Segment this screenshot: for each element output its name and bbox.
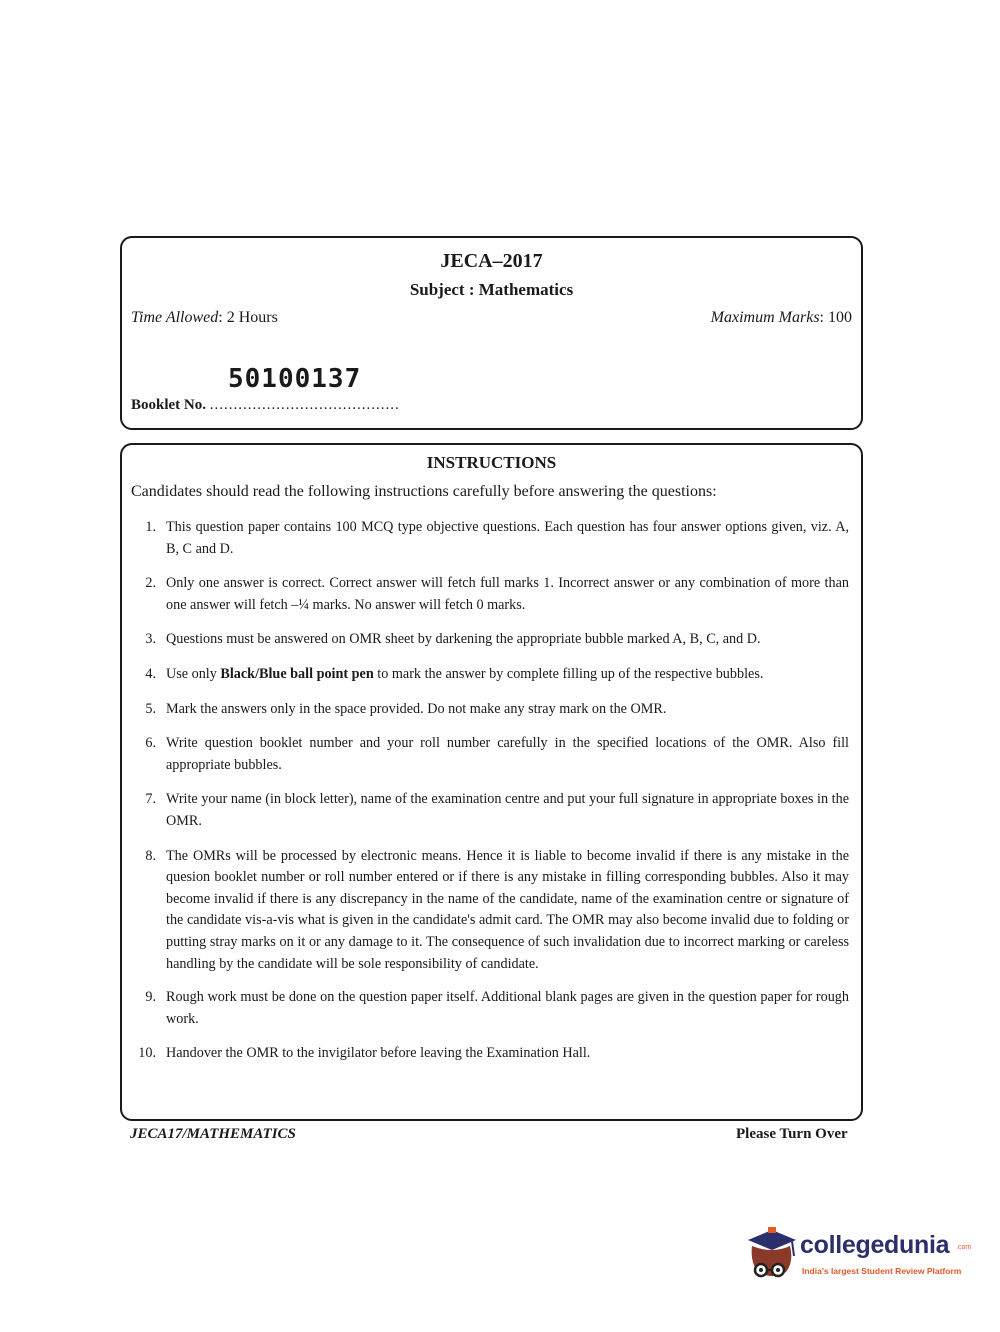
marks-label: Maximum Marks bbox=[710, 309, 820, 326]
booklet-label-line bbox=[131, 397, 400, 414]
instruction-bold-text: Black/Blue ball point pen bbox=[220, 665, 374, 682]
subject-value: Mathematics bbox=[478, 280, 574, 299]
instruction-item bbox=[122, 629, 857, 651]
instruction-number: 10. bbox=[138, 1045, 156, 1062]
instruction-text-continued: to mark the answer by complete filling up of the respective bubbles. bbox=[373, 665, 764, 682]
instruction-number: 2. bbox=[145, 575, 156, 592]
instruction-item bbox=[122, 846, 857, 976]
subject-line bbox=[122, 280, 861, 300]
instruction-item bbox=[122, 789, 857, 832]
instructions-list bbox=[122, 517, 857, 1078]
instruction-item bbox=[122, 987, 857, 1030]
instruction-item bbox=[122, 1043, 857, 1065]
time-value: 2 Hours bbox=[226, 309, 278, 326]
instruction-text: Mark the answers only in the space provided. Do not make any stray mark on the OMR. bbox=[166, 700, 667, 717]
instruction-item bbox=[122, 699, 857, 721]
please-turn-over: Please Turn Over bbox=[736, 1126, 848, 1142]
logo-domain-suffix: .com bbox=[956, 1244, 972, 1251]
instruction-item bbox=[122, 573, 857, 616]
instruction-text: The OMRs will be processed by electronic means. Hence it is liable to become invalid if there is any mistake in the quesion booklet number or roll number entered or if there is any mistake in filling corresponding bubbles. Also it may become invalid if there is any discrepancy in the name of the candidate, name of the examination centre or signature of the candidate vis-a-vis what is given in the candidate's admit card. The OMR may also become invalid due to folding or putting stray marks on it or any damage to it. The consequence of such invalidation due to incorrect marking or careless handling by the candidate will be sole responsibility of candidate. bbox=[166, 847, 849, 972]
instruction-number: 9. bbox=[145, 989, 156, 1006]
instruction-item bbox=[122, 733, 857, 776]
instruction-item bbox=[122, 664, 857, 686]
instruction-number: 5. bbox=[145, 700, 156, 717]
time-label: Time Allowed bbox=[131, 309, 219, 326]
instruction-number: 4. bbox=[145, 665, 156, 682]
mascot-icon bbox=[742, 1226, 800, 1290]
booklet-dotted-line: ........................................ bbox=[209, 397, 400, 413]
instructions-intro: Candidates should read the following instructions carefully before answering the questions: bbox=[131, 483, 717, 500]
instruction-text: Handover the OMR to the invigilator before leaving the Examination Hall. bbox=[166, 1045, 591, 1062]
instruction-number: 8. bbox=[145, 847, 156, 864]
logo-tagline: India's largest Student Review Platform bbox=[802, 1266, 962, 1276]
marks-value: 100 bbox=[828, 309, 852, 326]
exam-title: JECA–2017 bbox=[440, 250, 543, 272]
instruction-text: Questions must be answered on OMR sheet by darkening the appropriate bubble marked A, B, C, and D. bbox=[166, 631, 761, 648]
time-allowed: Time Allowed: 2 Hours bbox=[131, 309, 278, 326]
maximum-marks: Maximum Marks: 100 bbox=[710, 309, 852, 326]
instruction-number: 3. bbox=[145, 631, 156, 648]
instruction-text: Only one answer is correct. Correct answer will fetch full marks 1. Incorrect answer or any combination of more than one answer will fetch –¼ marks. No answer will fetch 0 marks. bbox=[166, 575, 849, 613]
booklet-number-stamp: 50100137 bbox=[228, 364, 362, 394]
logo-brand-text: collegedunia bbox=[800, 1231, 950, 1259]
instruction-text: Write your name (in block letter), name of the examination centre and put your full signature in appropriate boxes in the OMR. bbox=[166, 791, 849, 829]
instructions-title: INSTRUCTIONS bbox=[426, 453, 557, 472]
instruction-number: 7. bbox=[145, 791, 156, 808]
paper-code: JECA17/MATHEMATICS bbox=[130, 1126, 296, 1142]
instruction-item bbox=[122, 517, 857, 560]
instructions-box bbox=[120, 443, 863, 1121]
subject-label: Subject : bbox=[409, 280, 475, 299]
booklet-label: Booklet No. bbox=[131, 397, 206, 413]
instruction-text: Write question booklet number and your roll number carefully in the specified locations of the OMR. Also fill appropriate bubbles. bbox=[166, 735, 849, 773]
instruction-text: Rough work must be done on the question paper itself. Additional blank pages are given in the question paper for rough work. bbox=[166, 989, 849, 1027]
instruction-text: Use only bbox=[166, 665, 221, 682]
collegedunia-logo bbox=[742, 1226, 970, 1296]
instruction-number: 1. bbox=[145, 519, 156, 535]
instruction-text: This question paper contains 100 MCQ type objective questions. Each question has four answer options given, viz. A, B, C and D. bbox=[166, 519, 849, 557]
exam-header-box bbox=[120, 236, 863, 430]
instruction-number: 6. bbox=[145, 735, 156, 752]
